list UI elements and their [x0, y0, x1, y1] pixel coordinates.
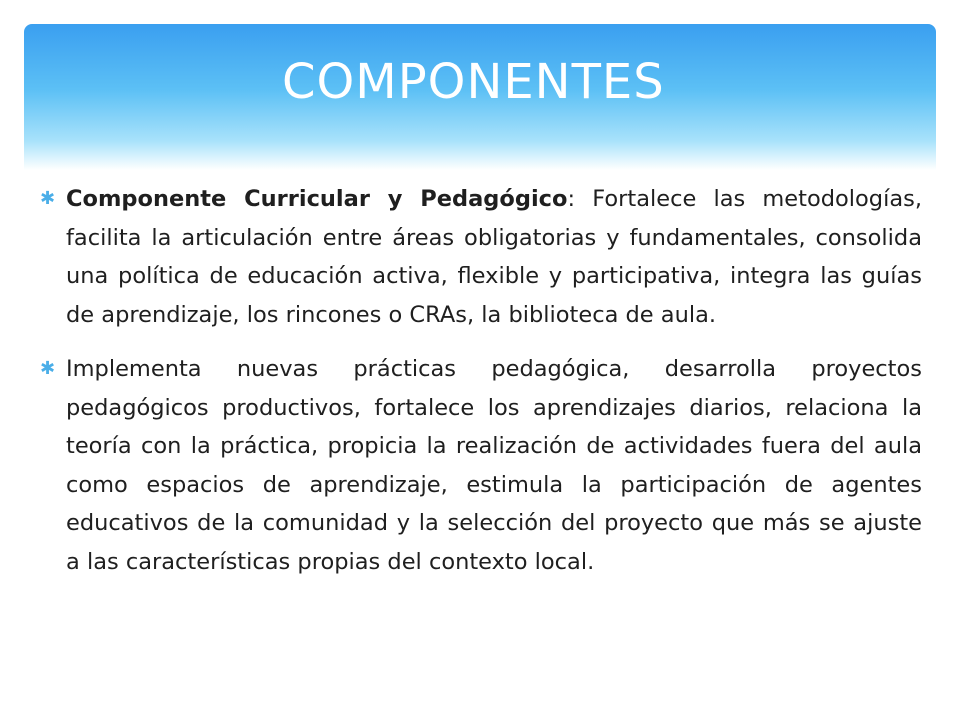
bullet-heading: Componente Curricular y Pedagógico — [66, 186, 568, 212]
bullet-text: : Fortalece las metodologías, facilita la articulación entre áreas obligatorias y fundamentales, consolida una política de educación activa, flexible y participativa, integra las guías de aprendizaje, los rincones o CRAs, la biblioteca de aula. — [66, 186, 922, 328]
asterisk-icon: ✱ — [40, 188, 56, 209]
bullet-text: Implementa nuevas prácticas pedagógica, desarrolla proyectos pedagógicos productivos, fortalece los aprendizajes diarios, relaciona la teoría con la práctica, propicia la realización de actividades fuera del aula como espacios de aprendizaje, estimula la participación de agentes educativos de la comunidad y la selección del proyecto que más se ajuste a las características propias del contexto local. — [66, 356, 922, 575]
slide-title: COMPONENTES — [282, 54, 665, 110]
asterisk-icon: ✱ — [40, 358, 56, 379]
bullet-item — [40, 180, 922, 334]
bullet-item — [40, 350, 922, 581]
bullet-list — [40, 180, 922, 597]
